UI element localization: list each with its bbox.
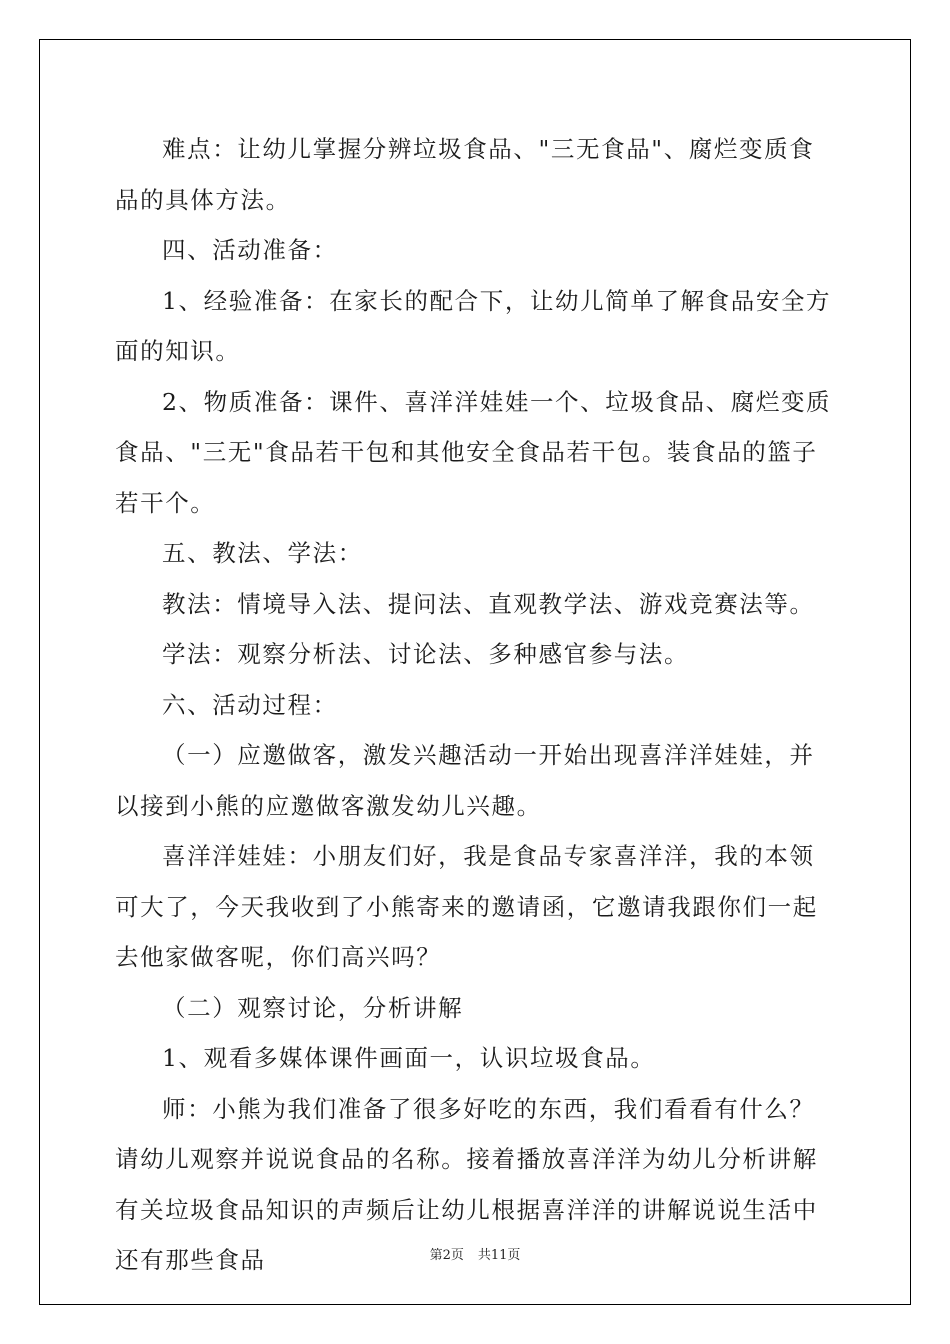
paragraph: 2、物质准备：课件、喜洋洋娃娃一个、垃圾食品、腐烂变质食品、"三无"食品若干包和其他安全食品若干包。装食品的篮子若干个。 [115, 387, 832, 517]
page-footer [0, 1244, 950, 1263]
section-heading: 四、活动准备： [162, 236, 338, 264]
section-heading: 五、教法、学法： [162, 539, 363, 567]
section-heading: 六、活动过程： [162, 690, 338, 719]
page-total: 共11页 [477, 1248, 521, 1263]
paragraph: 1、经验准备：在家长的配合下，让幼儿简单了解食品安全方面的知识。 [115, 286, 832, 365]
paragraph: 师：小熊为我们准备了很多好吃的东西，我们看看有什么？请幼儿观察并说说食品的名称。接着播放喜洋洋为幼儿分析讲解有关垃圾食品知识的声频后让幼儿根据喜洋洋的讲解说说生活中还有那些食品 [115, 1094, 818, 1274]
paragraph: 喜洋洋娃娃：小朋友们好，我是食品专家喜洋洋，我的本领可大了，今天我收到了小熊寄来的邀请函，它邀请我跟你们一起去他家做客呢，你们高兴吗？ [115, 842, 818, 971]
document-body [115, 124, 837, 1286]
paragraph: 教法：情境导入法、提问法、直观教学法、游戏竞赛法等。 [162, 589, 815, 618]
paragraph: （一）应邀做客，激发兴趣活动一开始出现喜洋洋娃娃，并以接到小熊的应邀做客激发幼儿兴趣。 [115, 741, 815, 820]
paragraph: 学法：观察分析法、讨论法、多种感官参与法。 [162, 640, 690, 668]
page-number: 第2页 [429, 1248, 464, 1263]
paragraph: 难点：让幼儿掌握分辨垃圾食品、"三无食品"、腐烂变质食品的具体方法。 [115, 135, 815, 214]
subsection-heading: （二）观察讨论，分析讲解 [162, 993, 464, 1022]
paragraph: 1、观看多媒体课件画面一，认识垃圾食品。 [162, 1044, 656, 1072]
